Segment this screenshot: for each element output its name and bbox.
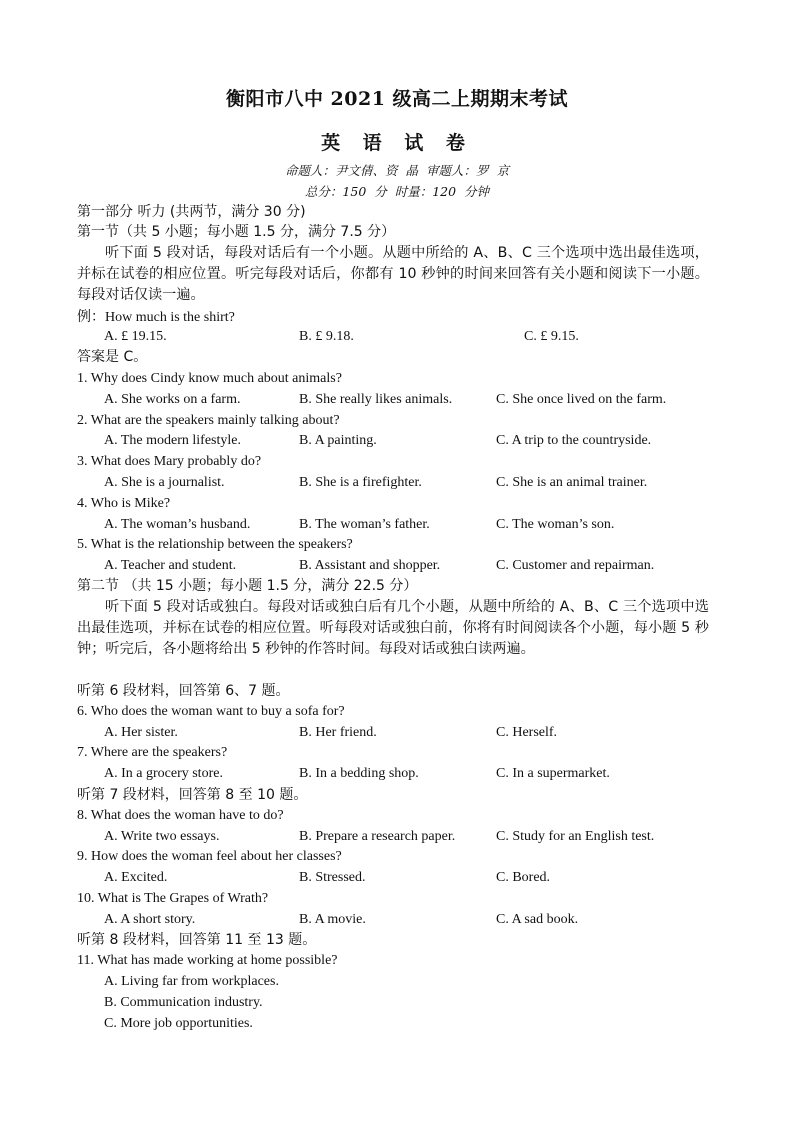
- example-question: 例：How much is the shirt?: [77, 310, 235, 325]
- q7-option-a: A. In a grocery store.: [104, 766, 223, 781]
- exam-score-time: 总分：150 分 时量：120 分钟: [304, 184, 490, 199]
- section1-heading: 第一节（共 5 小题；每小题 1.5 分，满分 7.5 分）: [77, 224, 396, 240]
- q6-option-c: C. Herself.: [496, 725, 558, 740]
- q6-option-b: B. Her friend.: [299, 725, 377, 740]
- question-5: 5. What is the relationship between the speakers?: [77, 537, 353, 552]
- exam-title: 衡阳市八中 2021 级高二上期期末考试: [225, 88, 569, 110]
- q1-option-c: C. She once lived on the farm.: [496, 392, 667, 407]
- question-2: 2. What are the speakers mainly talking about?: [77, 413, 340, 428]
- example-option-c: C. £ 9.15.: [524, 329, 579, 344]
- question-3: 3. What does Mary probably do?: [77, 454, 262, 469]
- q2-option-b: B. A painting.: [299, 433, 377, 448]
- material-7-heading: 听第 7 段材料，回答第 8 至 10 题。: [77, 787, 308, 803]
- q4-option-a: A. The woman’s husband.: [104, 517, 251, 532]
- q2-option-a: A. The modern lifestyle.: [104, 433, 241, 448]
- question-10: 10. What is The Grapes of Wrath?: [77, 891, 269, 906]
- exam-authors: 命题人：尹文倩、资 晶 审题人：罗 京: [285, 163, 509, 178]
- q9-option-c: C. Bored.: [496, 870, 551, 885]
- q11-option-a: A. Living far from workplaces.: [104, 974, 279, 989]
- q10-option-c: C. A sad book.: [496, 912, 579, 927]
- question-1: 1. Why does Cindy know much about animals?: [77, 371, 342, 386]
- example-option-b: B. £ 9.18.: [299, 329, 354, 344]
- example-answer: 答案是 C。: [77, 349, 148, 365]
- q6-option-a: A. Her sister.: [104, 725, 178, 740]
- q10-option-b: B. A movie.: [299, 912, 366, 927]
- q8-option-b: B. Prepare a research paper.: [299, 829, 456, 844]
- example-option-a: A. £ 19.15.: [104, 329, 167, 344]
- q9-option-b: B. Stressed.: [299, 870, 366, 885]
- q8-option-c: C. Study for an English test.: [496, 829, 655, 844]
- q4-option-b: B. The woman’s father.: [299, 517, 430, 532]
- question-6: 6. Who does the woman want to buy a sofa for?: [77, 704, 345, 719]
- q1-option-b: B. She really likes animals.: [299, 392, 453, 407]
- question-7: 7. Where are the speakers?: [77, 745, 228, 760]
- q10-option-a: A. A short story.: [104, 912, 196, 927]
- question-4: 4. Who is Mike?: [77, 496, 171, 511]
- material-6-heading: 听第 6 段材料，回答第 6、7 题。: [77, 683, 290, 699]
- q9-option-a: A. Excited.: [104, 870, 168, 885]
- question-11: 11. What has made working at home possible?: [77, 953, 338, 968]
- q3-option-c: C. She is an animal trainer.: [496, 475, 648, 490]
- q4-option-c: C. The woman’s son.: [496, 517, 615, 532]
- q5-option-c: C. Customer and repairman.: [496, 558, 655, 573]
- q1-option-a: A. She works on a farm.: [104, 392, 241, 407]
- q2-option-c: C. A trip to the countryside.: [496, 433, 652, 448]
- section1-instructions: 听下面 5 段对话，每段对话后有一个小题。从题中所给的 A、B、C 三个选项中选出最佳选项，并标在试卷的相应位置。听完每段对话后，你都有 10 秒钟的时间来回答有关小题和阅读下一小题。每段对话仅读一遍。: [77, 245, 709, 303]
- question-9: 9. How does the woman feel about her classes?: [77, 849, 342, 864]
- q7-option-b: B. In a bedding shop.: [299, 766, 419, 781]
- q3-option-b: B. She is a firefighter.: [299, 475, 422, 490]
- q8-option-a: A. Write two essays.: [104, 829, 220, 844]
- section2-instructions: 听下面 5 段对话或独白。每段对话或独白后有几个小题，从题中所给的 A、B、C 三个选项中选出最佳选项，并标在试卷的相应位置。听每段对话或独白前，你将有时间阅读各个小题，每小题 5 秒钟；听完后，各小题将给出 5 秒钟的作答时间。每段对话或独白读两遍。: [77, 599, 709, 657]
- exam-subtitle: 英 语 试 卷: [321, 132, 473, 154]
- q3-option-a: A. She is a journalist.: [104, 475, 225, 490]
- part1-heading: 第一部分 听力 (共两节，满分 30 分): [77, 204, 306, 220]
- q11-option-b: B. Communication industry.: [104, 995, 263, 1010]
- q11-option-c: C. More job opportunities.: [104, 1016, 253, 1031]
- q5-option-a: A. Teacher and student.: [104, 558, 237, 573]
- material-8-heading: 听第 8 段材料，回答第 11 至 13 题。: [77, 932, 317, 948]
- question-8: 8. What does the woman have to do?: [77, 808, 284, 823]
- section2-heading: 第二节 （共 15 小题；每小题 1.5 分，满分 22.5 分）: [77, 578, 418, 594]
- q7-option-c: C. In a supermarket.: [496, 766, 610, 781]
- q5-option-b: B. Assistant and shopper.: [299, 558, 441, 573]
